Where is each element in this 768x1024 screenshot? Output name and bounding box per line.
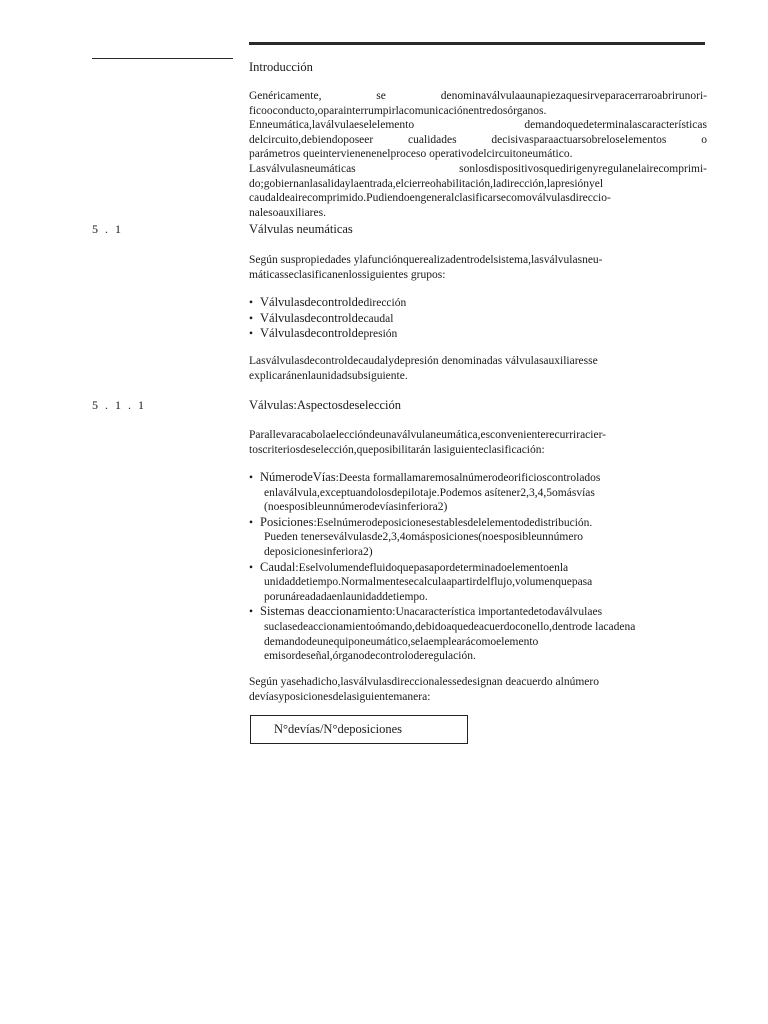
list-item: • Posiciones:Eselnúmerodeposicionesestablesdelelementodedistribución. Pueden tenerseválvulasde2,3,4omásposiciones(noesposibleunnúmero deposicionesinferiora2) bbox=[249, 514, 593, 558]
list-item: • Válvulasdecontroldecaudal bbox=[249, 310, 394, 325]
list-item: • Caudal:Eselvolumendefluidoquepasapordeterminadoelementoenla unidaddetiempo.Normalmentesecalculaapartirdelflujo,volumenquepasa porunáreadadaenlaunidaddetiempo. bbox=[249, 559, 593, 603]
list-item: • Válvulasdecontroldepresión bbox=[249, 326, 398, 341]
subsection-closing bbox=[249, 675, 707, 704]
text-line: Lasválvulasdecontroldecaudalydepresión denominadas válvulasauxiliaresse bbox=[249, 355, 598, 367]
text-line: delcircuito,debiendoposeer cualidades decisivasparaactuarsobreloselementos o bbox=[249, 133, 707, 146]
text-line: explicaránenlaunidadsubsiguiente. bbox=[249, 369, 408, 382]
section-title: Válvulas neumáticas bbox=[249, 222, 353, 236]
list-item: • NúmerodeVías:Deesta formallamaremosalnúmerodeorificioscontrolados enlaválvula,exceptuandolosdepilotaje.Podemos asítener2,3,4,5omásvías (noesposibleunnúmerodevíasinferiora2) bbox=[249, 470, 601, 514]
text-line: Lasválvulasneumáticas sonlosdispositivosquedirigenyregulanelairecomprimi- bbox=[249, 162, 707, 175]
notation-box: N°devías/N°deposiciones bbox=[250, 715, 468, 744]
top-rule bbox=[249, 42, 705, 45]
text-line: do;gobiernanlasalidaylaentrada,elcierreohabilitación,ladirección,lapresiónyel bbox=[249, 177, 604, 190]
text-line: Según suspropiedades ylafunciónquerealizadentrodelsistema,lasválvulasneu- bbox=[249, 254, 603, 266]
valve-group-list bbox=[249, 295, 707, 342]
text-line: Según yasehadicho,lasválvulasdireccionalessedesignan deacuerdo alnúmero bbox=[249, 676, 599, 688]
list-item: • Válvulasdecontroldedirección bbox=[249, 295, 407, 309]
section-closing bbox=[249, 354, 707, 383]
section-number: 5 . 1 bbox=[92, 222, 123, 236]
intro-heading: Introducción bbox=[249, 60, 313, 74]
margin-rule bbox=[92, 58, 233, 59]
text-line: Enneumática,laválvulaeselelemento demandoquedeterminalascaracterísticas bbox=[249, 119, 707, 132]
text-line: Parallevaracabolaeleccióndeunaválvulaneumática,esconvenienterecurriracier- bbox=[249, 429, 607, 441]
text-line: ficooconducto,oparainterrumpirlacomunicaciónentredosórganos. bbox=[249, 104, 547, 117]
text-line: devíasyposicionesdelasiguientemanera: bbox=[249, 690, 431, 703]
text-line: máticasseclasificanenlossiguientes grupos: bbox=[249, 268, 446, 281]
subsection-title: Válvulas:Aspectosdeselección bbox=[249, 398, 402, 412]
text-line: parámetros queintervienenenelproceso operativodelcircuitoneumático. bbox=[249, 148, 573, 161]
text-line: nalesoauxiliares. bbox=[249, 206, 326, 219]
criteria-list bbox=[249, 470, 707, 664]
list-item: • Sistemas deaccionamiento:Unacaracterística importantedetodaválvulaes suclasedeaccionamientoómando,debidoaquedeacuerdoconello,dentrode lacadena demandodeunequiponeumático,selaemplearácomoelemento emisordeseñal,órganodecontroloderegulación. bbox=[249, 604, 636, 663]
subsection-intro bbox=[249, 428, 707, 457]
section-intro bbox=[249, 253, 707, 282]
subsection-number: 5 . 1 . 1 bbox=[92, 398, 146, 412]
intro-paragraph bbox=[249, 89, 707, 220]
text-line: caudaldeairecomprimido.Pudiendoengeneralclasificarsecomoválvulasdireccio- bbox=[249, 192, 611, 205]
text-line: toscriteriosdeselección,queposibilitarán lasiguienteclasificación: bbox=[249, 443, 545, 456]
text-line: Genéricamente, se denominaválvulaaunapiezaquesirveparacerraroabrirunori- bbox=[249, 90, 707, 102]
